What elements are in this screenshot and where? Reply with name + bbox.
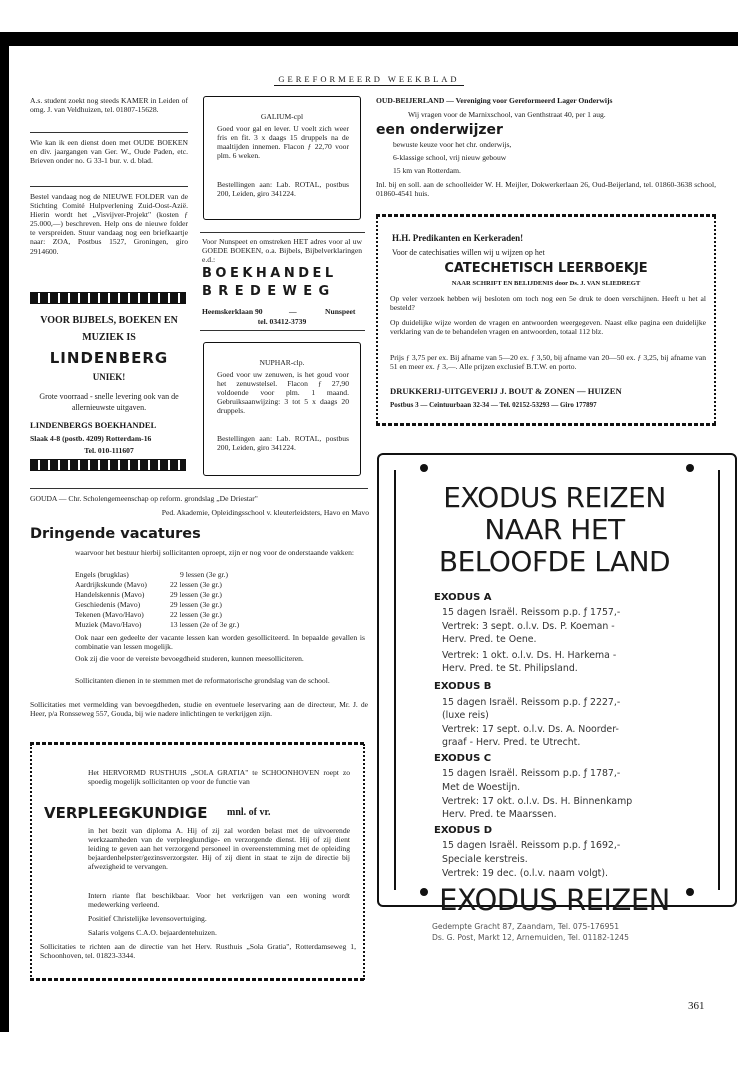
ornament-border — [376, 423, 716, 426]
lindenberg-desc: Grote voorraad - snelle levering ook van de allernieuwste uitgaven. — [39, 392, 179, 412]
exodus-c-line: Vertrek: 17 okt. o.l.v. Ds. H. Binnenkamp — [442, 796, 633, 807]
exodus-address1: Gedempte Gracht 87, Zaandam, Tel. 075-176951 — [432, 922, 620, 931]
bredeweg-dash: — — [289, 307, 297, 316]
ornament-border — [30, 742, 365, 745]
exodus-b-line: Vertrek: 17 sept. o.l.v. Ds. A. Noorder- — [442, 724, 619, 735]
ornament-side — [363, 744, 367, 980]
lindenberg-address: Slaak 4-8 (postb. 4209) Rotterdam-16 — [30, 434, 152, 443]
ornament-border — [30, 978, 365, 981]
exodus-c-name: EXODUS C — [434, 753, 492, 764]
divider — [30, 132, 188, 133]
ornament-border — [30, 459, 186, 471]
oud-beijerland-l1: bewuste keuze voor het chr. onderwijs, — [393, 140, 512, 149]
exodus-d-line: Speciale kerstreis. — [442, 854, 528, 865]
oud-beijerland-title: een onderwijzer — [376, 122, 503, 138]
ornament-side — [714, 214, 718, 426]
subject-name: Tekenen (Mavo/Havo) — [75, 610, 144, 619]
exodus-d-line: 15 dagen Israël. Reissom p.p. ƒ 1692,- — [442, 840, 621, 851]
subject-name: Handelskennis (Mavo) — [75, 590, 145, 599]
scan-top-border — [0, 32, 738, 46]
ornament-dot — [686, 464, 694, 472]
gouda-head: GOUDA — Chr. Scholengemeenschap op reform. grondslag „De Driestar" — [30, 494, 258, 503]
catechetisch-p1: Op veler verzoek hebben wij besloten om toch nog een 5e druk te doen verschijnen. Heeft u het al besteld? — [390, 294, 706, 313]
exodus-a-line: 15 dagen Israël. Reissom p.p. ƒ 1757,- — [442, 607, 621, 618]
nuphar-title: NUPHAR-clp. — [259, 358, 305, 367]
oude-boeken-ad: Wie kan ik een dienst doen met OUDE BOEKEN en div. jaargangen van Ger. W., Oude Paden, etc. Brieven onder no. G 33-1 bur. v. d. blad. — [30, 138, 188, 166]
oud-beijerland-l2: 6-klassige school, vrij nieuw gebouw — [393, 153, 507, 162]
exodus-c-line: Herv. Pred. te Maarssen. — [442, 809, 557, 820]
exodus-a-line: Herv. Pred. te Oene. — [442, 634, 537, 645]
catechetisch-title: CATECHETISCH LEERBOEKJE — [444, 261, 648, 276]
oud-beijerland-info: Inl. bij en soll. aan de schoolleider W. H. Meijler, Dokwerkerlaan 26, Oud-Beijerland, tel. 01860-3638 school, 01860-4541 huis. — [376, 180, 716, 199]
catechetisch-publisher: DRUKKERIJ-UITGEVERIJ J. BOUT & ZONEN — HUIZEN — [390, 386, 622, 396]
verpleeg-suffix: mnl. of vr. — [227, 807, 271, 818]
exodus-c-line: Met de Woestijn. — [442, 782, 521, 793]
exodus-a-line: Vertrek: 3 sept. o.l.v. Ds. P. Koeman - — [442, 621, 615, 632]
ornament-side — [376, 214, 380, 426]
page-header: GEREFORMEERD WEEKBLAD — [0, 74, 738, 84]
oud-beijerland-sub: Wij vragen voor de Marnixschool, van Genthstraat 40, per 1 aug. — [408, 110, 606, 119]
ornament-dot — [420, 464, 428, 472]
bredeweg-city: Nunspeet — [325, 307, 356, 316]
bredeweg-tel: tel. 03412-3739 — [257, 317, 307, 326]
divider — [200, 232, 365, 233]
catechetisch-address: Postbus 3 — Ceintuurbaan 32-34 — Tel. 02152-53293 — Giro 177897 — [390, 401, 597, 409]
subject-hours: 29 lessen (3e gr.) — [170, 590, 222, 599]
bredeweg-name2: BREDEWEG — [202, 284, 336, 299]
gouda-intro: waarvoor het bestuur hierbij sollicitanten oproept, zijn er nog voor de onderstaande vakken: — [75, 548, 354, 557]
nuphar-text: Goed voor uw zenuwen, is het goud voor het zenuwstelsel. Flacon ƒ 27,90 voldoende voor plm. 1 maand. Gebruiksaanwijzing: 3 tot 5 x daags 20 druppels. — [217, 370, 349, 416]
exodus-title1: EXODUS REIZEN — [443, 481, 666, 514]
subject-hours: 22 lessen (3e gr.) — [170, 610, 222, 619]
gouda-title: Dringende vacatures — [30, 526, 201, 542]
verpleeg-p5: Sollicitaties te richten aan de directie van het Herv. Rusthuis „Sola Gratia", Rotterdamseweg 1, Schoonhoven, tel. 01823-3344. — [40, 942, 356, 961]
catechetisch-sub: Voor de catechisaties willen wij u wijzen op het — [392, 248, 545, 257]
exodus-a-line: Herv. Pred. te St. Philipsland. — [442, 663, 578, 674]
subject-hours: 29 lessen (3e gr.) — [170, 600, 222, 609]
oud-beijerland-l3: 15 km van Rotterdam. — [393, 166, 461, 175]
gouda-p2: Ook zij die voor de vereiste bevoegdheid studeren, kunnen meesolliciteren. — [75, 654, 304, 663]
ornament-side — [30, 744, 34, 980]
galium-order: Bestellingen aan: Lab. ROTAL, postbus 200, Leiden, giro 341224. — [217, 180, 349, 199]
lindenberg-line1: VOOR BIJBELS, BOEKEN EN — [40, 315, 178, 326]
subject-hours: 13 lessen (2e of 3e gr.) — [170, 620, 240, 629]
divider — [200, 330, 365, 331]
ornament-border — [30, 292, 186, 304]
folder-ad: Bestel vandaag nog de NIEUWE FOLDER van de Stichting Comité Hulpverlening Zuid-Oost-Azië. Hierin wordt het „Visvijver-Projekt" (kosten ƒ 25.000,—) beschreven. Help ons de nieuwe folder te verspreiden. Stuur vandaag nog een briefkaartje naar: ZOA, Postbus 1527, Groningen, giro 2914600. — [30, 192, 188, 256]
exodus-footer-title: EXODUS REIZEN — [439, 883, 670, 917]
bredeweg-street: Heemskerklaan 90 — [202, 307, 263, 316]
divider — [30, 488, 368, 489]
verpleeg-p2: Intern riante flat beschikbaar. Voor het verkrijgen van een woning wordt medewerking verleend. — [88, 891, 350, 910]
kamer-ad: A.s. student zoekt nog steeds KAMER in Leiden of omg. J. van Veldhuizen, tel. 01807-15628. — [30, 96, 188, 115]
exodus-a-name: EXODUS A — [434, 592, 492, 603]
lindenberg-line2: MUZIEK IS — [82, 332, 136, 343]
gouda-p1: Ook naar een gedeelte der vacante lessen kan worden gesolliciteerd. In bepaalde gevallen is combinatie van lessen mogelijk. — [75, 633, 365, 652]
lindenberg-tel: Tel. 010-111607 — [84, 446, 134, 455]
subject-hours: 9 lessen (3e gr.) — [180, 570, 229, 579]
exodus-title2: NAAR HET — [484, 513, 625, 546]
verpleeg-title: VERPLEEGKUNDIGE — [44, 804, 208, 822]
catechetisch-author: NAAR SCHRIFT EN BELIJDENIS door Ds. J. VAN SLIEDREGT — [451, 280, 641, 287]
bredeweg-intro: Voor Nunspeet en omstreken HET adres voor al uw GOEDE BOEKEN, o.a. Bijbels, Bijbelverklaringen e.d.: — [202, 237, 362, 265]
divider — [30, 186, 188, 187]
gouda-p4: Sollicitaties met vermelding van bevoegdheden, studie en eventuele leservaring aan de directeur, Mr. J. de Heer, p/a Ronsseweg 557, Gouda, bij wie nadere inlichtingen te verkrijgen zijn. — [30, 700, 368, 719]
exodus-address2: Ds. G. Post, Markt 12, Arnemuiden, Tel. 01182-1245 — [432, 933, 629, 942]
exodus-title3: BELOOFDE LAND — [438, 545, 671, 578]
exodus-b-line: 15 dagen Israël. Reissom p.p. ƒ 2227,- — [442, 697, 621, 708]
scan-left-border — [0, 32, 9, 1032]
galium-text: Goed voor gal en lever. U voelt zich weer fris en fit. 3 x daags 15 druppels na de maaltijden innemen. Flacon ƒ 22,70 voor plm. 6 weken. — [217, 124, 349, 161]
lindenberg-shop: LINDENBERGS BOEKHANDEL — [30, 420, 157, 430]
exodus-c-line: 15 dagen Israël. Reissom p.p. ƒ 1787,- — [442, 768, 621, 779]
gouda-sub: Ped. Akademie, Opleidingsschool v. kleuterleidsters, Havo en Mavo — [161, 508, 369, 517]
verpleeg-p3: Positief Christelijke levensovertuiging. — [88, 914, 207, 923]
catechetisch-p2: Op duidelijke wijze worden de vragen en antwoorden weergegeven. Naast elke pagina een duidelijke verklaring van de te behandelen vragen en antwoorden, totaal 112 blz. — [390, 318, 706, 337]
exodus-b-name: EXODUS B — [434, 681, 492, 692]
ornament-border — [376, 214, 716, 217]
bredeweg-name1: BOEKHANDEL — [202, 266, 337, 281]
exodus-b-line: (luxe reis) — [442, 710, 489, 721]
subject-name: Muziek (Mavo/Havo) — [75, 620, 142, 629]
verpleeg-intro: Het HERVORMD RUSTHUIS „SOLA GRATIA" te SCHOONHOVEN roept zo spoedig mogelijk sollicitanten op voor de functie van — [88, 768, 350, 787]
subject-name: Geschiedenis (Mavo) — [75, 600, 141, 609]
galium-title: GALIUM-cpl — [260, 112, 304, 121]
subject-hours: 22 lessen (3e gr.) — [170, 580, 222, 589]
page-number: 361 — [688, 1000, 705, 1012]
nuphar-order: Bestellingen aan: Lab. ROTAL, postbus 200, Leiden, giro 341224. — [217, 434, 349, 453]
exodus-a-line: Vertrek: 1 okt. o.l.v. Ds. H. Harkema - — [442, 650, 617, 661]
catechetisch-head: H.H. Predikanten en Kerkeraden! — [392, 233, 524, 243]
catechetisch-p3: Prijs ƒ 3,75 per ex. Bij afname van 5—20 ex. ƒ 3,50, bij afname van 20—50 ex. ƒ 3,25, bij afname van 51 en meer ex. ƒ 3,—. Alle prijzen exclusief B.T.W. en porto. — [390, 353, 706, 372]
verpleeg-p4: Salaris volgens C.A.O. bejaardentehuizen. — [88, 928, 217, 937]
exodus-d-line: Vertrek: 19 dec. (o.l.v. naam volgt). — [442, 868, 608, 879]
subject-name: Aardrijkskunde (Mavo) — [75, 580, 147, 589]
exodus-b-line: graaf - Herv. Pred. te Utrecht. — [442, 737, 581, 748]
oud-beijerland-head: OUD-BEIJERLAND — Vereniging voor Gereformeerd Lager Onderwijs — [376, 96, 613, 105]
verpleeg-p1: in het bezit van diploma A. Hij of zij zal worden belast met de uitvoerende werkzaamheden van de verpleegkundige- en verzorgende dienst. Hij of zij dient leiding te geven aan het verzorgend personeel in overeenstemming met de opleiding bejaardenhelpster/gezinsverzorgster. Hij of zij dient in staat te zijn de directie bij afwezigheid te vervangen. — [88, 826, 350, 872]
gouda-p3: Sollicitanten dienen in te stemmen met de reformatorische grondslag van de school. — [75, 676, 330, 685]
subject-name: Engels (brugklas) — [75, 570, 129, 579]
lindenberg-uniek: UNIEK! — [92, 372, 126, 382]
exodus-d-name: EXODUS D — [434, 825, 493, 836]
lindenberg-name: LINDENBERG — [49, 349, 169, 367]
